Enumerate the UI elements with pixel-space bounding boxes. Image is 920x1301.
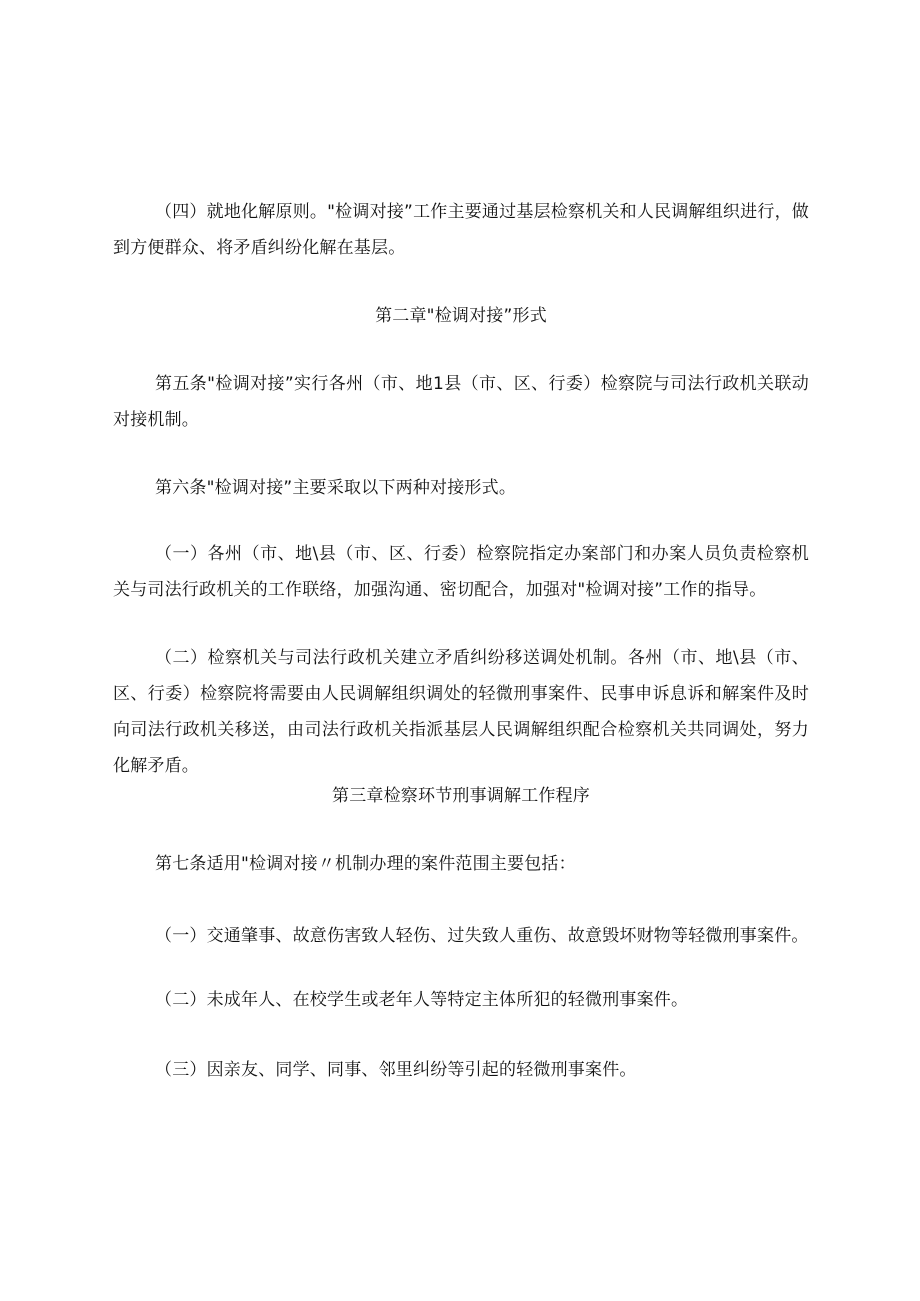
article-6-paragraph: 第六条"检调对接”主要采取以下两种对接形式。: [155, 478, 517, 498]
chapter-2-heading: 第二章"检调对接”形式: [375, 306, 547, 326]
paragraph-local-resolution-principle: （四）就地化解原则。"检调对接”工作主要通过基层检察机关和人民调解组织进行，做到方便群众、将矛盾纠纷化解在基层。: [113, 202, 809, 258]
chapter-3-heading: 第三章检察环节刑事调解工作程序: [332, 786, 590, 806]
article-6-item-2: （二）检察机关与司法行政机关建立矛盾纠纷移送调处机制。各州（市、地\县（市、区、行委）检察院将需要由人民调解组织调处的轻微刑事案件、民事申诉息诉和解案件及时向司法行政机关移送，由司法行政机关指派基层人民调解组织配合检察机关共同调处，努力化解矛盾。: [113, 648, 809, 776]
article-5-paragraph: 第五条"检调对接”实行各州（市、地1县（市、区、行委）检察院与司法行政机关联动对接机制。: [113, 374, 809, 430]
article-7-paragraph: 第七条适用"检调对接〃机制办理的案件范围主要包括：: [155, 854, 576, 874]
article-6-item-1: （一）各州（市、地\县（市、区、行委）检察院指定办案部门和办案人员负责检察机关与司法行政机关的工作联络，加强沟通、密切配合，加强对"检调对接”工作的指导。: [113, 544, 809, 600]
article-7-item-3: （三）因亲友、同学、同事、邻里纠纷等引起的轻微刑事案件。: [155, 1060, 637, 1080]
article-7-item-2: （二）未成年人、在校学生或老年人等特定主体所犯的轻微刑事案件。: [155, 990, 689, 1010]
article-7-item-1: （一）交通肇事、故意伤害致人轻伤、过失致人重伤、故意毁坏财物等轻微刑事案件。: [155, 926, 809, 946]
